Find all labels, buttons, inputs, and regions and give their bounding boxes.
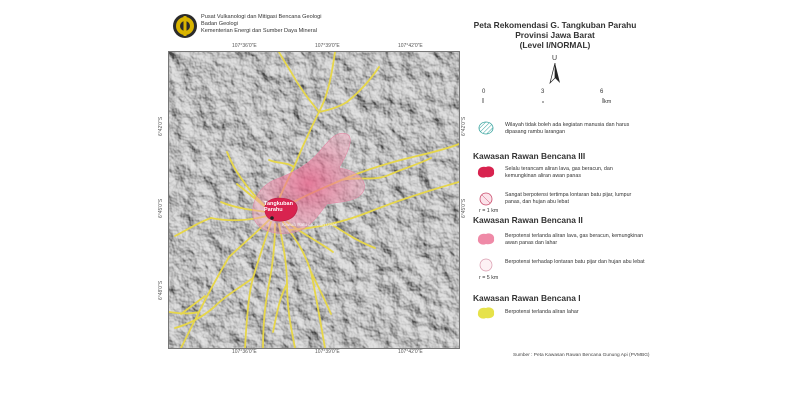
crater-label [264, 201, 293, 213]
scale-label-3: 3 [541, 89, 545, 95]
coord-left-2: 6°45'0"S [158, 198, 164, 218]
restricted-area-text: Wilayah tidak boleh ada kegiatan manusia dan harus dipasang rambu larangan [505, 122, 630, 135]
zone-iii-flow-symbol-icon [476, 165, 496, 179]
agency-line-2: Badan Geologi [201, 21, 239, 27]
coord-top-3: 107°42'0"E [398, 43, 423, 49]
scale-label-0: 0 [482, 89, 486, 95]
map-title-line1: Peta Rekomendasi G. Tangkuban Parahu [473, 20, 637, 30]
zone-iii-radius: r = 1 km [479, 208, 499, 214]
map-title-line2: Provinsi Jawa Barat [515, 30, 595, 40]
north-arrow-icon [549, 63, 561, 85]
zone-i-title: Kawasan Rawan Bencana I [473, 293, 581, 303]
zone-iii-radius-symbol-icon [479, 192, 493, 206]
zone-iii-title: Kawasan Rawan Bencana III [473, 151, 586, 161]
agency-line-3: Kementerian Energi dan Sumber Daya Mineral [201, 28, 317, 34]
map-source: Sumber : Peta Kawasan Rawan Bencana Gunung Api (PVMBG) [513, 353, 650, 358]
zone-iii-item1: Selalu terancam aliran lava, gas beracun, dan kemungkinan aliran awan panas [505, 166, 613, 179]
crater-label-line1: Tangkuban [264, 201, 293, 207]
agency-line-1: Pusat Vulkanologi dan Mitigasi Bencana Geologi [201, 14, 322, 20]
zone-ii-radius: r = 5 km [479, 275, 499, 281]
zone-ii-radius-symbol-icon [479, 258, 493, 272]
coord-bottom-3: 107°42'0"E [398, 349, 423, 355]
hazard-map[interactable] [168, 51, 460, 349]
map-canvas [169, 52, 459, 348]
coord-top-2: 107°39'0"E [315, 43, 340, 49]
coord-top-1: 107°36'0"E [232, 43, 257, 49]
scale-bar [482, 97, 606, 105]
esdm-logo-icon [172, 13, 198, 39]
coord-left-3: 6°48'0"S [158, 280, 164, 300]
restricted-area-symbol-icon [478, 121, 494, 135]
coord-bottom-1: 107°36'0"E [232, 349, 257, 355]
zone-ii-item1: Berpotensi terlanda aliran lava, gas beracun, kemungkinan awan panas dan lahar [505, 233, 644, 246]
coord-right-2: 6°45'0"S [461, 198, 467, 218]
coord-bottom-2: 107°39'0"E [315, 349, 340, 355]
crater-marker [270, 216, 274, 220]
coord-right-1: 6°42'0"S [461, 116, 467, 136]
scale-unit: km [604, 99, 612, 105]
north-label: U [552, 55, 558, 62]
crater-annotation: Kawah Ratu / Kawah Upas [282, 222, 337, 227]
map-title-line3: (Level I/NORMAL) [519, 40, 591, 50]
zone-ii-title: Kawasan Rawan Bencana II [473, 215, 583, 225]
coord-left-1: 6°42'0"S [158, 116, 164, 136]
zone-i-lahar-symbol-icon [476, 306, 496, 320]
zone-ii-flow-symbol-icon [476, 232, 496, 246]
zone-i-item1: Berpotensi terlanda aliran lahar [505, 309, 579, 315]
zone-ii-item2: Berpotensi terhadap lontaran batu pijar dan hujan abu lebat [505, 259, 645, 265]
scale-label-6: 6 [600, 89, 604, 95]
zone-iii-item2: Sangat berpotensi tertimpa lontaran batu pijar, lumpur panas, dan hujan abu lebat [505, 192, 632, 205]
crater-label-line2: Parahu [264, 207, 283, 213]
